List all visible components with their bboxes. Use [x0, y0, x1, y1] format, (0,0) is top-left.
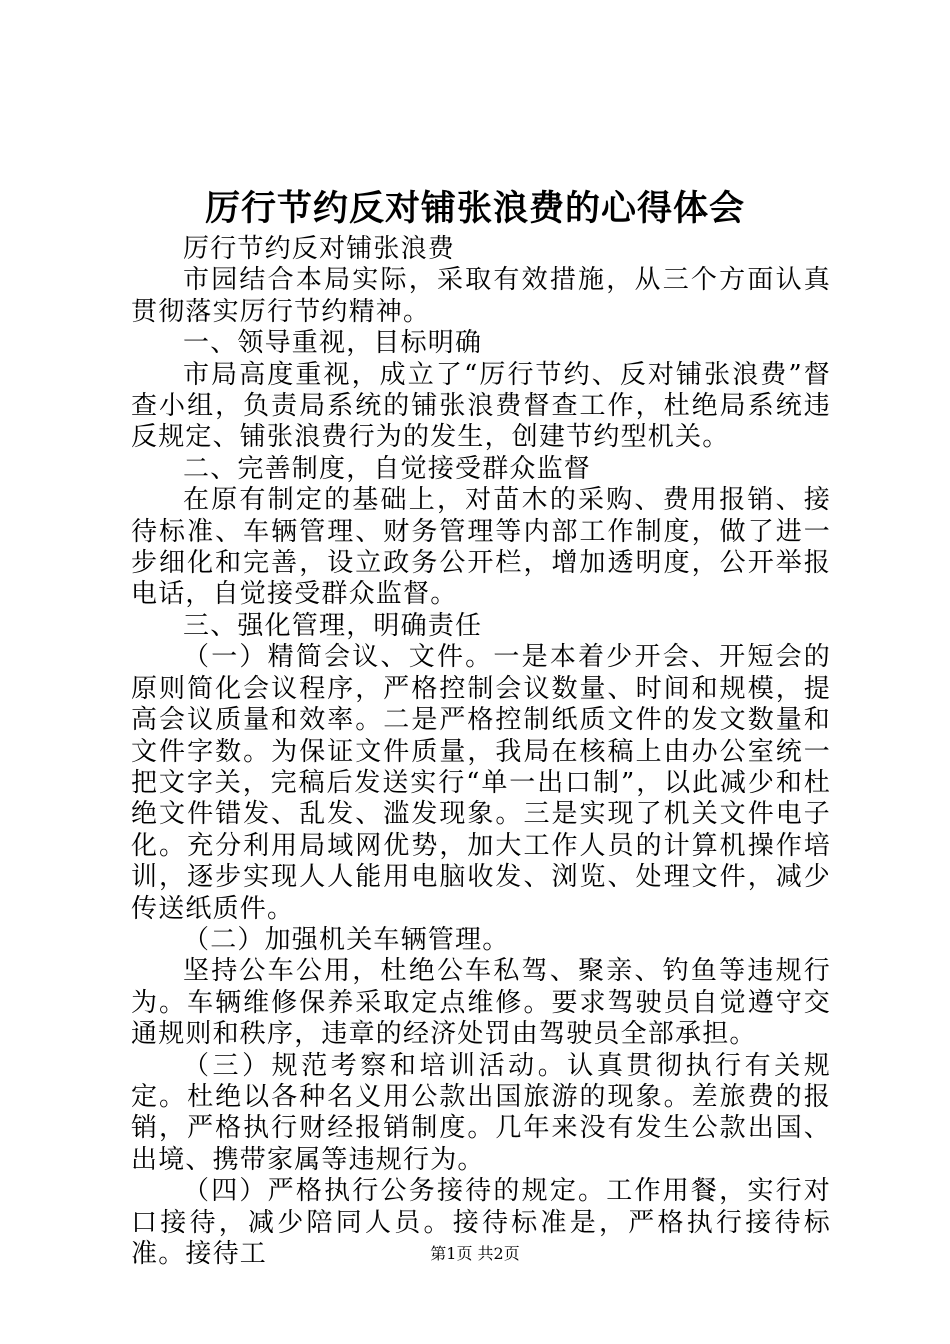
paragraph-intro: 市园结合本局实际，采取有效措施，从三个方面认真贯彻落实厉行节约精神。: [131, 265, 831, 327]
paragraph: （三）规范考察和培训活动。认真贯彻执行有关规定。杜绝以各种名义用公款出国旅游的现象。差旅费的报销，严格执行财经报销制度。几年来没有发生公款出国、出境、携带家属等违规行为。: [131, 1050, 831, 1175]
section-heading-1: 一、领导重视，目标明确: [183, 328, 483, 359]
subsection-heading-2: （二）加强机关车辆管理。: [183, 924, 510, 955]
page-number-footer: 第1页 共2页: [430, 1244, 520, 1263]
paragraph: （一）精简会议、文件。一是本着少开会、开短会的原则简化会议程序，严格控制会议数量、时间和规模，提高会议质量和效率。二是严格控制纸质文件的发文数量和文件字数。为保证文件质量，我局在核稿上由办公室统一把文字关，完稿后发送实行“单一出口制”，以此减少和杜绝文件错发、乱发、滥发现象。三是实现了机关文件电子化。充分利用局域网优势，加大工作人员的计算机操作培训，逐步实现人人能用电脑收发、浏览、处理文件，减少传送纸质件。: [131, 642, 831, 924]
paragraph: 坚持公车公用，杜绝公车私驾、聚亲、钓鱼等违规行为。车辆维修保养采取定点维修。要求驾驶员自觉遵守交通规则和秩序，违章的经济处罚由驾驶员全部承担。: [131, 956, 831, 1050]
paragraph-subtitle: 厉行节约反对铺张浪费: [183, 234, 456, 264]
paragraph: 市局高度重视，成立了“厉行节约、反对铺张浪费”督查小组，负责局系统的铺张浪费督查工作，杜绝局系统违反规定、铺张浪费行为的发生，创建节约型机关。: [131, 359, 831, 453]
section-heading-2: 二、完善制度，自觉接受群众监督: [183, 453, 592, 484]
paragraph: （四）严格执行公务接待的规定。工作用餐，实行对口接待，减少陪同人员。接待标准是，严格执行接待标准。接待工: [131, 1176, 831, 1269]
section-heading-3: 三、强化管理，明确责任: [183, 610, 483, 641]
paragraph: 在原有制定的基础上，对苗木的采购、费用报销、接待标准、车辆管理、财务管理等内部工作制度，做了进一步细化和完善，设立政务公开栏，增加透明度，公开举报电话，自觉接受群众监督。: [131, 485, 831, 610]
document-title: 厉行节约反对铺张浪费的心得体会: [204, 188, 745, 229]
document-body: [131, 234, 831, 1270]
